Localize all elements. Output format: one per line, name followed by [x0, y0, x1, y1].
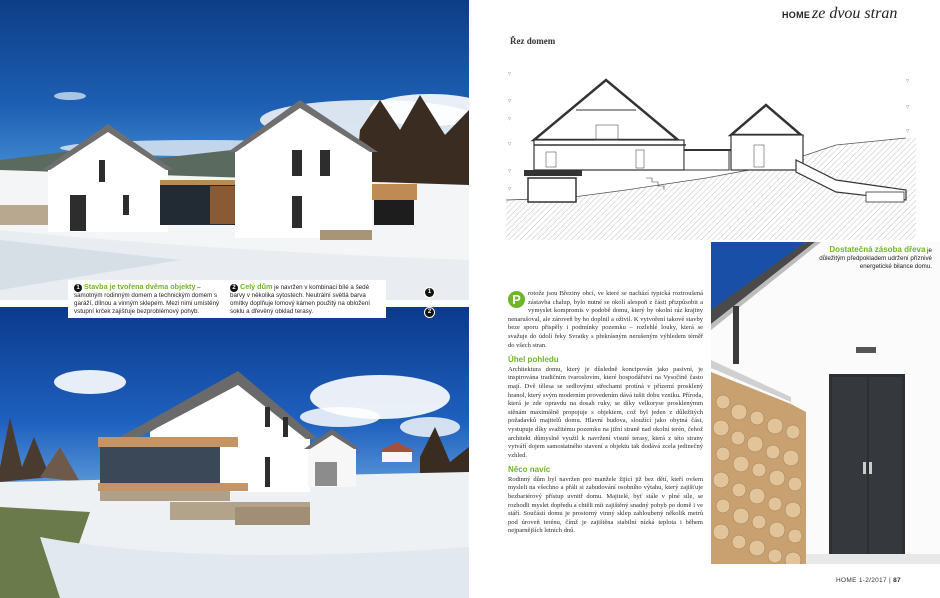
- subheading-neco-navic: Něco navíc: [508, 465, 551, 475]
- svg-text:▽: ▽: [508, 186, 512, 191]
- entrance-caption-heading: Dostatečná zásoba dřeva: [829, 245, 926, 254]
- photo-number-badge-2: 2: [424, 307, 435, 318]
- svg-text:▽: ▽: [508, 98, 512, 103]
- photo-caption-box: [68, 280, 386, 318]
- house-photo-2-image: [0, 307, 469, 598]
- header-brand: HOME: [782, 10, 811, 20]
- caption-1-heading: Stavba je tvořena dvěma objekty: [84, 282, 196, 291]
- caption-1-dash: –: [195, 284, 201, 291]
- article-intro-text: rotože jsou Březiny obcí, ve které se nachází typická roztroušená zástavba chalup, bylo nutné se okolí alespoň z části přizpůsobit a vymyslet kompromis v podobě domu, který by okolní ráz krajiny nenarušoval, ale zároveň by ho doplnil a oživil. K vytvoření takové stavby beze sporu přispěly i podmínky pozemku – rozlehlé louky, která se svažuje do údolí řeky Svratky s překrásným nerušeným výhledem téměř do všech stran.: [508, 290, 703, 349]
- footer-separator: |: [888, 577, 891, 584]
- entrance-caption-body: je důležitým předpokladem udržení příznivé energetické bilance domu.: [819, 247, 932, 270]
- header-title: ze dvou stran: [812, 5, 898, 22]
- svg-text:▽: ▽: [508, 168, 512, 173]
- article-paragraph-1: Architektura domu, který je důsledně koncipován jako pasivní, je inspirována tradičním tvaroslovím, které hospodářství na Vysočině často mají. Dvě tělesa se sedlovými střechami protíná v přízemí prosklený hranol, který svým moderním provedením dává tušit dobu vzniku. Příroda, která je zde opravdu na dosah ruky, se díky velkoryse prosklenýmm stěnám maximálně propojuje s objektem, což byl jeden z důležitých požadavků majitelů domu. Hlavní budova, sloužící jako obytná část, vystupuje díky svažitému pozemku na jižní straně nad okolní terén, čehož architekt důmyslně využil k navržení visuté terasy, která z této strany vytváří dojem samostatného stavení a objektu tak dodává zcela jedinečný vzhled.: [508, 365, 703, 459]
- subheading-uhel-pohledu: Úhel pohledu: [508, 355, 559, 365]
- photo-number-badge-1: 1: [424, 287, 435, 298]
- caption-1: [74, 283, 224, 316]
- caption-1-body: samotným rodinným domem a technickým domem s garáží, dílnou a vinným sklepem. Mezi nimi umístěný vstupní krček zajišťuje bezproblémový pohyb.: [74, 292, 220, 315]
- page-footer: [836, 577, 901, 584]
- svg-text:▽: ▽: [906, 78, 910, 83]
- house-photo-2: [0, 307, 469, 598]
- house-photo-1: [0, 0, 469, 300]
- svg-text:▽: ▽: [906, 104, 910, 109]
- footer-brand: HOME: [836, 577, 857, 584]
- entrance-photo-caption: [812, 245, 932, 270]
- entrance-photo-image: [711, 242, 940, 564]
- caption-2-number: 2: [230, 284, 238, 292]
- house-section-drawing: [506, 50, 926, 240]
- caption-2-heading: Celý dům: [240, 282, 273, 291]
- caption-1-number: 1: [74, 284, 82, 292]
- section-drawing-label: Řez domem: [510, 36, 556, 46]
- footer-issue: 1-2/2017: [858, 577, 887, 584]
- caption-2-body: je navržen v kombinaci bílé a šedé barvy v několika sytostech. Neutrální světlá barva omítky doplňuje lomový kámen použitý na obložení soklu a dřevěný obklad terasy.: [230, 284, 370, 315]
- house-photo-1-image: [0, 0, 469, 300]
- entrance-photo: [711, 242, 940, 564]
- article-dropcap: P: [508, 291, 525, 308]
- caption-2: [230, 283, 380, 316]
- article-intro-paragraph: [508, 290, 703, 350]
- page-number: 87: [893, 577, 901, 584]
- article-paragraph-2: Rodinný dům byl navržen pro manžele žijící již bez dětí, kteří ovšem mysleli na všechno a přáli si zabudování osobního výtahu, který zajišťuje bezbariérový přístup uvnitř domu. Majitelé, byť stále v plné síle, se rozhodli myslet dopředu a chtěli mít zajištěný snadný pohyb po domě i ve stáří. Součástí domu je prostorný vinný sklep zahloubený několik metrů pod úroveň terénu, čímž je zajištěna stabilní nízká teplota i během nejparnějších letních dnů.: [508, 475, 703, 535]
- svg-text:▽: ▽: [906, 128, 910, 133]
- svg-text:▽: ▽: [508, 71, 512, 76]
- svg-text:▽: ▽: [508, 116, 512, 121]
- svg-text:▽: ▽: [508, 141, 512, 146]
- article-body: [508, 290, 703, 536]
